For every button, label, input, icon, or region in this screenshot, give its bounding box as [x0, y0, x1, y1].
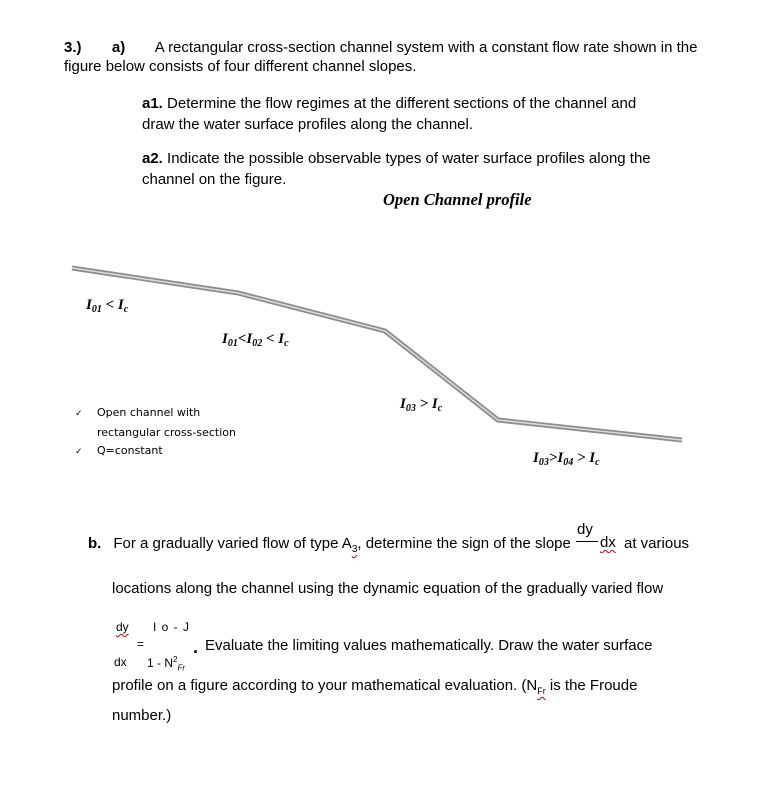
intro-text-line-1: A rectangular cross-section channel system with a constant flow rate shown in the [154, 39, 698, 56]
equation-rhs-denominator: $1 - N^2_{Fr}$ [147, 655, 186, 673]
slope-label-section-1: $I_{01} < I_c$ [86, 297, 129, 315]
part-b-line-1: b. For a gradually varied flow of type $A_3$, determine the sign of the slope [88, 535, 571, 555]
check-icon: ✓ [75, 409, 83, 419]
a2-label: a2. [142, 150, 163, 167]
part-b-line-4: profile on a figure according to your mathematical evaluation. ($N_{Fr}$ is the Froude [112, 677, 638, 696]
a1-label: a1. [142, 95, 163, 112]
equation-equals: = [137, 637, 145, 651]
a2-text: Indicate the possible observable types of water surface profiles along the [167, 150, 651, 167]
equation-rhs-numerator: I o - J [153, 620, 191, 634]
a1-line-2: draw the water surface profiles along the channel. [142, 116, 474, 133]
check-icon: ✓ [75, 447, 83, 457]
part-b-line-5: number.) [112, 707, 172, 724]
part-b-line-1-end: at various [624, 535, 690, 552]
note-1-line-1: Open channel with [97, 406, 201, 419]
equation-period: . [193, 637, 199, 657]
slope-dy-numerator: dy [577, 521, 593, 538]
note-1-line-2: rectangular cross-section [97, 426, 236, 439]
part-b-label: b. [88, 535, 102, 552]
note-2-line-1: Q=constant [97, 444, 163, 457]
intro-text-line-2: figure below consists of four different channel slopes. [64, 58, 417, 75]
part-b-line-3: Evaluate the limiting values mathematically. Draw the water surface [205, 637, 653, 654]
equation-lhs-denominator: dx [114, 655, 127, 669]
part-b-line-2: locations along the channel using the dynamic equation of the gradually varied flow [112, 580, 664, 597]
equation-lhs-numerator: dy [116, 620, 129, 634]
slope-fraction-bar [576, 541, 598, 542]
slope-label-section-2: $I_{01}<I_{02} < I_c$ [222, 331, 289, 349]
slope-dx-denominator: dx [600, 534, 616, 551]
figure-title: Open Channel profile [383, 190, 532, 209]
slope-label-section-3: $I_{03} > I_c$ [400, 396, 443, 414]
a1-text: Determine the flow regimes at the different sections of the channel and [167, 95, 637, 112]
a2-line-2: channel on the figure. [142, 171, 287, 188]
slope-label-section-4: $I_{03}>I_{04} > I_c$ [533, 450, 600, 468]
question-number: 3.) [64, 39, 82, 56]
part-a-label: a) [111, 39, 126, 56]
